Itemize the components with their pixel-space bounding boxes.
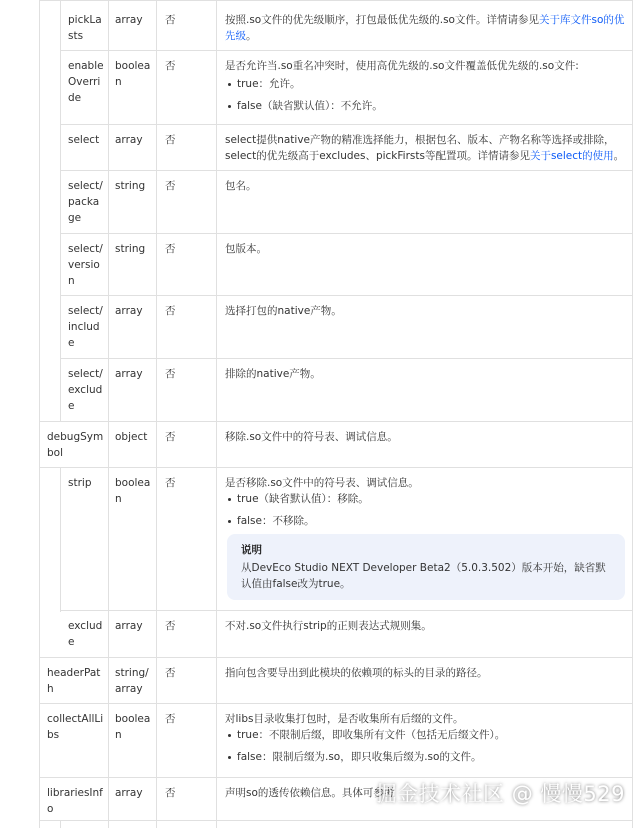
param-required: 否 bbox=[165, 243, 176, 255]
param-type: array bbox=[115, 14, 143, 26]
param-name: select bbox=[68, 134, 100, 146]
description-text: 按照.so文件的优先级顺序，打包最低优先级的.so文件。详情请参见 bbox=[225, 14, 539, 26]
row-divider bbox=[60, 358, 633, 359]
watermark: 掘金技术社区 @ 慢慢529 bbox=[375, 782, 625, 806]
row-divider bbox=[39, 657, 633, 658]
grid-line bbox=[60, 820, 61, 828]
bullet-item: true（缺省默认值）：移除。 bbox=[237, 491, 625, 507]
param-name: select​/pack​age bbox=[68, 180, 103, 224]
note-text: 从DevEco Studio NEXT Developer Beta2（5.0.3.502）版本开始，缺省默认值由false改为true。 bbox=[241, 562, 606, 590]
param-required: 否 bbox=[165, 14, 176, 26]
bullet-list bbox=[225, 491, 625, 529]
param-name: debugSy​mbol bbox=[47, 431, 104, 459]
param-description bbox=[225, 132, 625, 164]
row-divider bbox=[60, 50, 633, 51]
param-type: array bbox=[115, 305, 143, 317]
description-text: 。 bbox=[246, 30, 257, 42]
param-description: 不对.so文件执行strip的正则表达式规则集。 bbox=[225, 620, 432, 632]
param-description bbox=[225, 12, 625, 44]
description-text: 是否允许当.so重名冲突时，使用高优先级的.so文件覆盖低优先级的.so文件: bbox=[225, 60, 579, 72]
row-divider bbox=[60, 124, 633, 125]
param-required: 否 bbox=[165, 667, 176, 679]
param-required: 否 bbox=[165, 180, 176, 192]
param-required: 否 bbox=[165, 787, 176, 799]
param-required: 否 bbox=[165, 134, 176, 146]
note-title: 说明 bbox=[241, 544, 262, 556]
param-description bbox=[225, 711, 625, 771]
note-box bbox=[227, 534, 625, 600]
param-description: 包版本。 bbox=[225, 243, 267, 255]
param-name: select​/inclu​de bbox=[68, 305, 103, 349]
row-divider bbox=[39, 467, 633, 468]
param-type: array bbox=[115, 620, 143, 632]
row-divider bbox=[39, 0, 633, 1]
param-name: headerPat​h bbox=[47, 667, 101, 695]
param-type: array bbox=[115, 787, 143, 799]
param-required: 否 bbox=[165, 60, 176, 72]
param-name: select​/versi​on bbox=[68, 243, 103, 287]
param-type: string/​array bbox=[115, 667, 149, 695]
param-required: 否 bbox=[165, 477, 176, 489]
grid-line bbox=[60, 468, 61, 612]
param-name: librariesIn​fo bbox=[47, 787, 103, 815]
param-required: 否 bbox=[165, 431, 176, 443]
param-type: string bbox=[115, 243, 146, 255]
param-description: 选择打包的native产物。 bbox=[225, 305, 342, 317]
row-divider bbox=[60, 233, 633, 234]
row-divider bbox=[39, 703, 633, 704]
param-description bbox=[225, 58, 625, 120]
param-description: 包名。 bbox=[225, 180, 257, 192]
bullet-item: true：不限制后缀，即收集所有文件（包括无后缀文件）。 bbox=[237, 727, 625, 743]
description-text: 是否移除.so文件中的符号表、调试信息。 bbox=[225, 477, 419, 489]
param-name: collectAllL​ibs bbox=[47, 713, 104, 741]
description-text: 。 bbox=[613, 150, 625, 162]
param-type: boole​an bbox=[115, 477, 151, 505]
param-required: 否 bbox=[165, 368, 176, 380]
param-description: 排除的native产物。 bbox=[225, 368, 321, 380]
param-description: 移除.so文件中的符号表、调试信息。 bbox=[225, 431, 398, 443]
param-name: exclu​de bbox=[68, 620, 103, 648]
row-divider bbox=[39, 421, 633, 422]
bullet-item: false：不移除。 bbox=[237, 513, 625, 529]
bullet-list bbox=[225, 76, 625, 114]
bullet-item: false：限制后缀为.so，即只收集后缀为.so的文件。 bbox=[237, 749, 625, 765]
bullet-item: false（缺省默认值）：不允许。 bbox=[237, 98, 625, 114]
param-type: array bbox=[115, 134, 143, 146]
param-name: pickL​asts bbox=[68, 14, 102, 42]
param-required: 否 bbox=[165, 713, 176, 725]
param-type: boole​an bbox=[115, 713, 151, 741]
description-text: select提供native产物的精准选择能力，根据包名、版本、产物名称等选择或排除，select的优先级高于excludes、pickFirsts等配置项。详情请参见 bbox=[225, 134, 615, 162]
param-type: string bbox=[115, 180, 146, 192]
param-description: 声明so的透传依赖信息。具体可参考 bbox=[225, 787, 395, 799]
param-description bbox=[225, 475, 625, 535]
param-required: 否 bbox=[165, 305, 176, 317]
param-name: select​/exclu​de bbox=[68, 368, 103, 412]
row-divider bbox=[60, 610, 633, 611]
bullet-list bbox=[225, 727, 625, 765]
param-type: array bbox=[115, 368, 143, 380]
param-type: object bbox=[115, 431, 148, 443]
row-divider bbox=[60, 170, 633, 171]
param-description: 指向包含要导出到此模块的依赖项的标头的目录的路径。 bbox=[225, 667, 488, 679]
description-text: 对libs目录收集打包时，是否收集所有后缀的文件。 bbox=[225, 713, 464, 725]
bullet-item: true：允许。 bbox=[237, 76, 625, 92]
row-divider bbox=[39, 820, 633, 821]
param-name: enabl​eOver​ride bbox=[68, 60, 104, 104]
library-so-priority-link[interactable]: 关于库文件so的优先级 bbox=[225, 14, 625, 42]
row-divider bbox=[60, 295, 633, 296]
param-type: boole​an bbox=[115, 60, 151, 88]
param-name: strip bbox=[68, 477, 92, 489]
param-required: 否 bbox=[165, 620, 176, 632]
select-usage-link[interactable]: 关于select的使用 bbox=[529, 150, 614, 162]
